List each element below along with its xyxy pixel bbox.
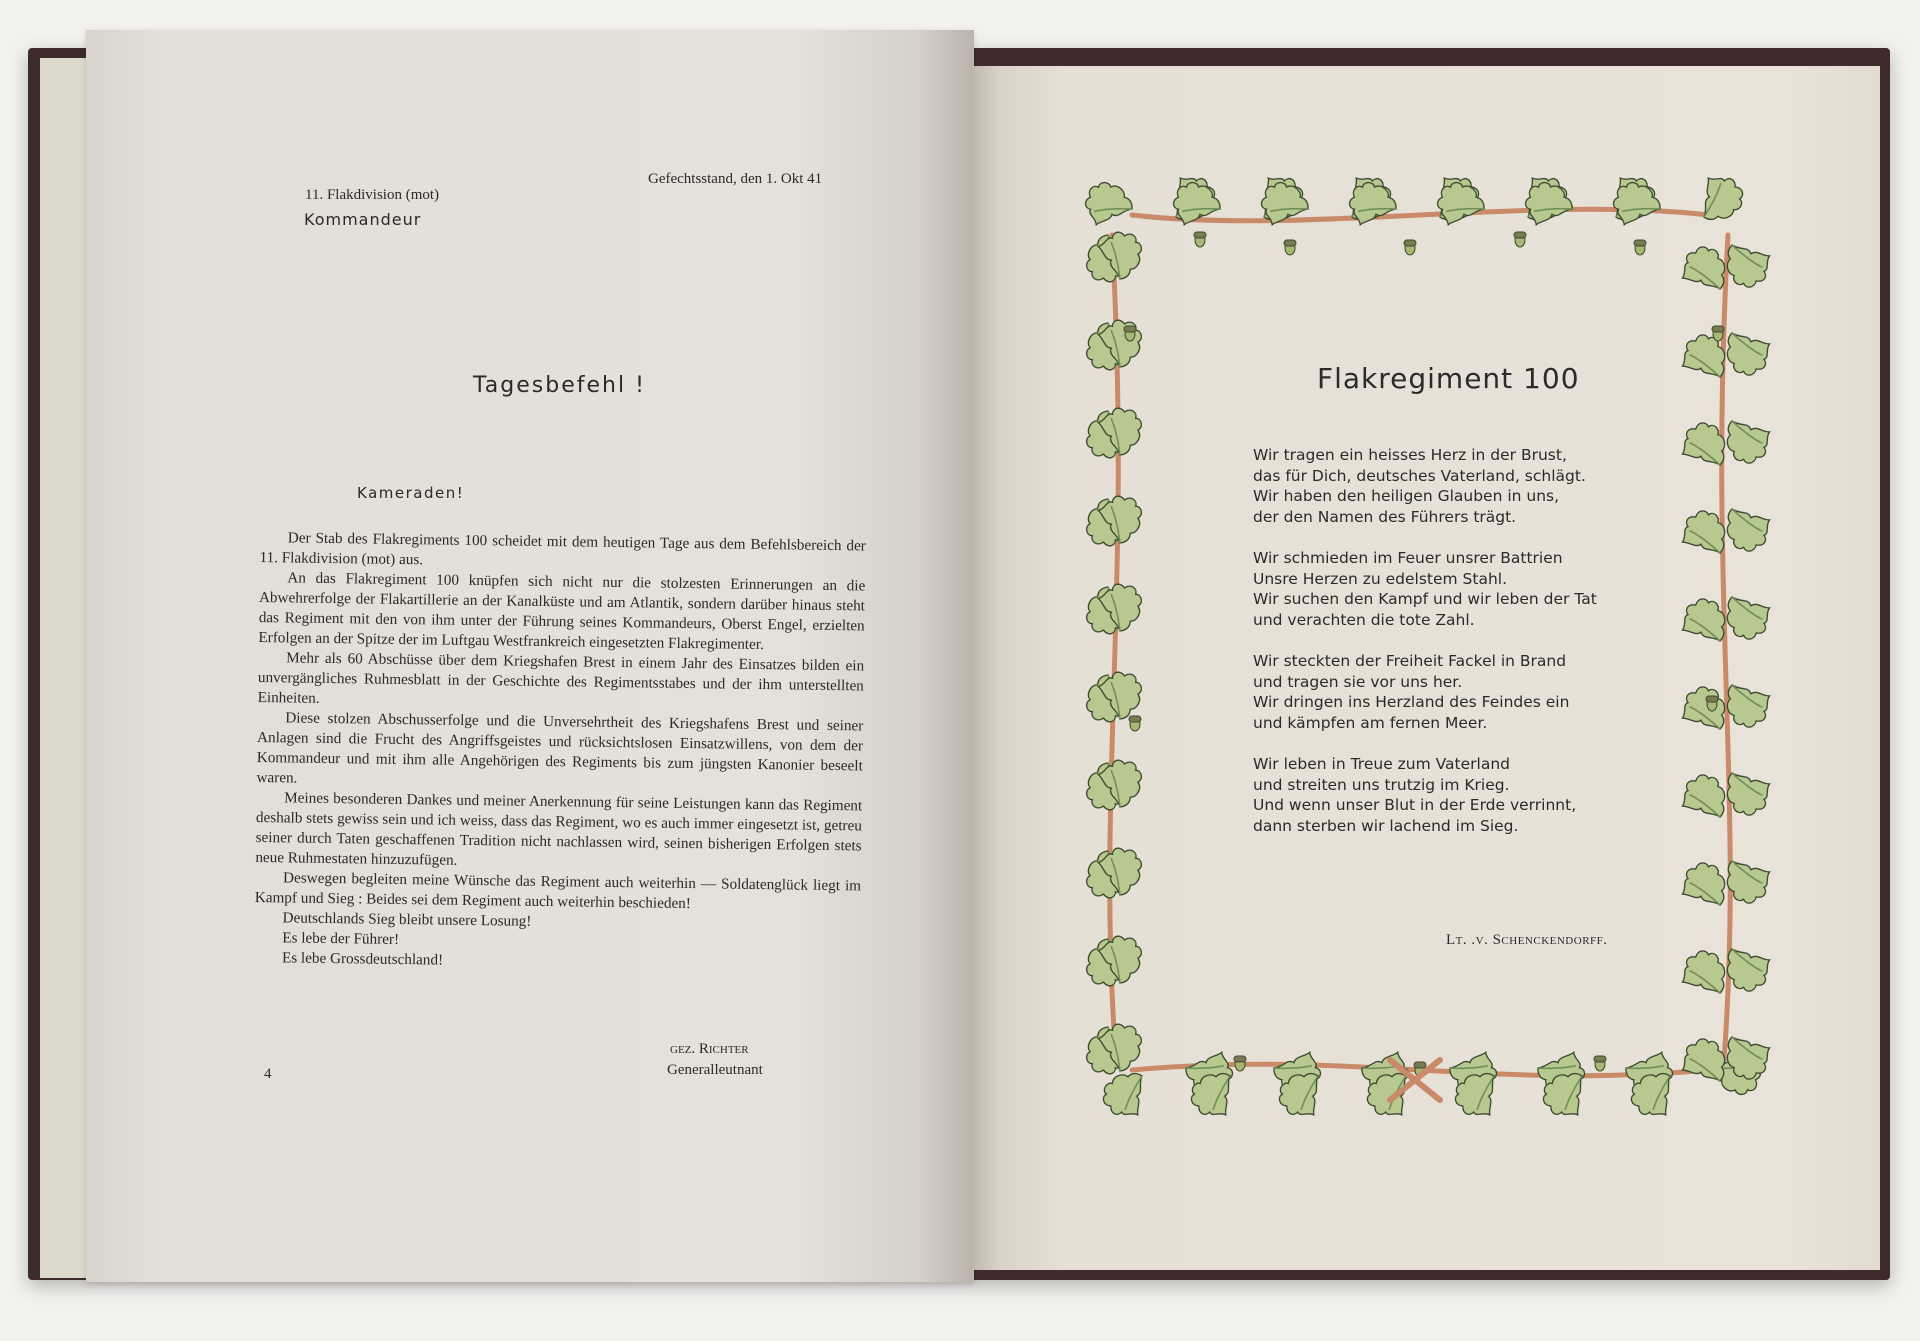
order-paragraph: Deutschlands Sieg bleibt unsere Losung! bbox=[282, 909, 532, 930]
poem-line: Wir schmieden im Feuer unsrer Battrien bbox=[1253, 549, 1563, 567]
oak-leaf-icon bbox=[1253, 176, 1315, 237]
acorn-icon bbox=[1234, 1056, 1246, 1071]
poem-line: und kämpfen am fernen Meer. bbox=[1253, 713, 1488, 732]
oak-leaf-icon bbox=[1096, 1065, 1158, 1126]
greeting: Kameraden! bbox=[357, 484, 465, 502]
page-number: 4 bbox=[264, 1066, 272, 1082]
order-paragraph: Deswegen begleiten meine Wünsche das Regiment auch weiterhin — Soldatenglück liegt im Kampf und Sieg : Beides sei dem Regiment auch weiterhin beschieden! bbox=[254, 869, 862, 913]
order-paragraph: Diese stolzen Abschusserfolge und die Unversehrtheit des Kriegshafens Brest und seiner Anlagen sind die Frucht des Angriffsgeistes und rücksichtslosen Einsatzwillens, von dem der Kommandeur und mit ihm alle Angehörigen des Regiments bis zum jüngsten Kanonier beseelt waren. bbox=[256, 709, 864, 787]
poem-line: und verachten die tote Zahl. bbox=[1253, 610, 1475, 629]
acorn-icon bbox=[1194, 232, 1206, 247]
kommandeur-label: Kommandeur bbox=[304, 210, 422, 229]
poem-line: Wir suchen den Kampf und wir leben der Tat bbox=[1253, 590, 1597, 608]
poem-stanza bbox=[1253, 651, 1597, 733]
poem-line: und tragen sie vor uns her. bbox=[1253, 672, 1463, 691]
oak-leaf-icon bbox=[1341, 176, 1403, 237]
poem-stanza bbox=[1253, 445, 1597, 527]
acorn-icon bbox=[1594, 1056, 1606, 1071]
oak-leaf-icon bbox=[1517, 176, 1579, 237]
order-paragraph: Es lebe der Führer! bbox=[282, 929, 400, 948]
poem-line: Und wenn unser Blut in der Erde verrinnt, bbox=[1253, 796, 1577, 814]
acorn-icon bbox=[1712, 326, 1724, 341]
acorn-icon bbox=[1124, 326, 1136, 341]
poem-line: Wir haben den heiligen Glauben in uns, bbox=[1253, 487, 1560, 505]
dateline: Gefechtsstand, den 1. Okt 41 bbox=[648, 171, 823, 187]
division-line: 11. Flakdivision (mot) bbox=[305, 187, 440, 203]
acorn-icon bbox=[1634, 240, 1646, 255]
poem-line: der den Namen des Führers trägt. bbox=[1253, 507, 1517, 526]
acorn-icon bbox=[1404, 240, 1416, 255]
poem-stanza bbox=[1253, 548, 1597, 630]
signature-name: gez. Richter bbox=[670, 1041, 749, 1057]
poem-stanza bbox=[1253, 754, 1597, 836]
acorn-icon bbox=[1706, 696, 1718, 711]
oak-leaf-icon bbox=[1721, 586, 1778, 644]
oak-leaf-icon bbox=[1429, 176, 1491, 237]
oak-leaf-icon bbox=[1675, 770, 1732, 828]
order-paragraph: Mehr als 60 Abschüsse über dem Kriegshafen Brest in einem Jahr des Einsatzes bilden ein unvergängliches Ruhmesblatt in der Geschichte des Regimentsstabes und der ihm unterstellten Einheiten. bbox=[257, 649, 865, 707]
order-paragraph: An das Flakregiment 100 knüpfen sich nicht nur die stolzesten Erinnerungen an die Abwehrerfolge der Flakartillerie an der Kanalküste und am Atlantik, sondern darüber hinaus steht das Regiment mit den von ihm unter der Führung seines Kommandeurs, Oberst Engel, erzielten Erfolgen an der Spitze der im Luftgau Westfrankreich eingesetzten Flakregimenter. bbox=[258, 569, 866, 654]
poem-line: Wir dringen ins Herzland des Feindes ein bbox=[1253, 693, 1570, 711]
page-title-tagesbefehl: Tagesbefehl ! bbox=[473, 373, 646, 398]
oak-leaf-icon bbox=[1721, 410, 1778, 468]
poem-line: dann sterben wir lachend im Sieg. bbox=[1253, 816, 1519, 835]
signature-rank: Generalleutnant bbox=[667, 1062, 763, 1078]
poem bbox=[1253, 445, 1597, 857]
oak-leaf-icon bbox=[1077, 176, 1139, 237]
poem-author: Lt. .v. Schenckendorff. bbox=[1446, 932, 1608, 948]
oak-leaf-icon bbox=[1688, 167, 1750, 228]
poem-line: Wir steckten der Freiheit Fackel in Brand bbox=[1253, 652, 1567, 670]
poem-line: Unsre Herzen zu edelstem Stahl. bbox=[1253, 569, 1508, 588]
oak-leaf-icon bbox=[1675, 858, 1732, 916]
page-title-flakregiment: Flakregiment 100 bbox=[1317, 362, 1580, 395]
oak-leaf-icon bbox=[1675, 946, 1732, 1004]
acorn-icon bbox=[1129, 716, 1141, 731]
oak-leaf-icon bbox=[1721, 498, 1778, 556]
order-paragraph: Es lebe Grossdeutschland! bbox=[281, 949, 444, 969]
oak-leaf-icon bbox=[1165, 176, 1227, 237]
poem-line: Wir tragen ein heisses Herz in der Brust, bbox=[1253, 446, 1567, 464]
poem-line: das für Dich, deutsches Vaterland, schlägt. bbox=[1253, 466, 1586, 485]
poem-line: und streiten uns trutzig im Krieg. bbox=[1253, 775, 1510, 794]
acorn-icon bbox=[1284, 240, 1296, 255]
order-paragraph: Meines besonderen Dankes und meiner Anerkennung für seine Leistungen kann das Regiment deshalb stets gewiss sein und ich weiss, dass das Regiment, wo es auch immer eingesetzt ist, getreu seiner durch Taten geschaffenen Tradition nicht nachlassen wird, seinen bisherigen Erfolgen stets neue Ruhmestaten hinzuzufügen. bbox=[255, 789, 863, 869]
acorn-icon bbox=[1514, 232, 1526, 247]
order-paragraph: Der Stab des Flakregiments 100 scheidet mit dem heutigen Tage aus dem Befehlsbereich der 11. Flakdivision (mot) aus. bbox=[259, 529, 866, 569]
oak-leaf-icon bbox=[1675, 682, 1732, 740]
oak-leaf-icon bbox=[1605, 176, 1667, 237]
poem-line: Wir leben in Treue zum Vaterland bbox=[1253, 755, 1510, 773]
oak-leaf-icon bbox=[1721, 322, 1778, 380]
